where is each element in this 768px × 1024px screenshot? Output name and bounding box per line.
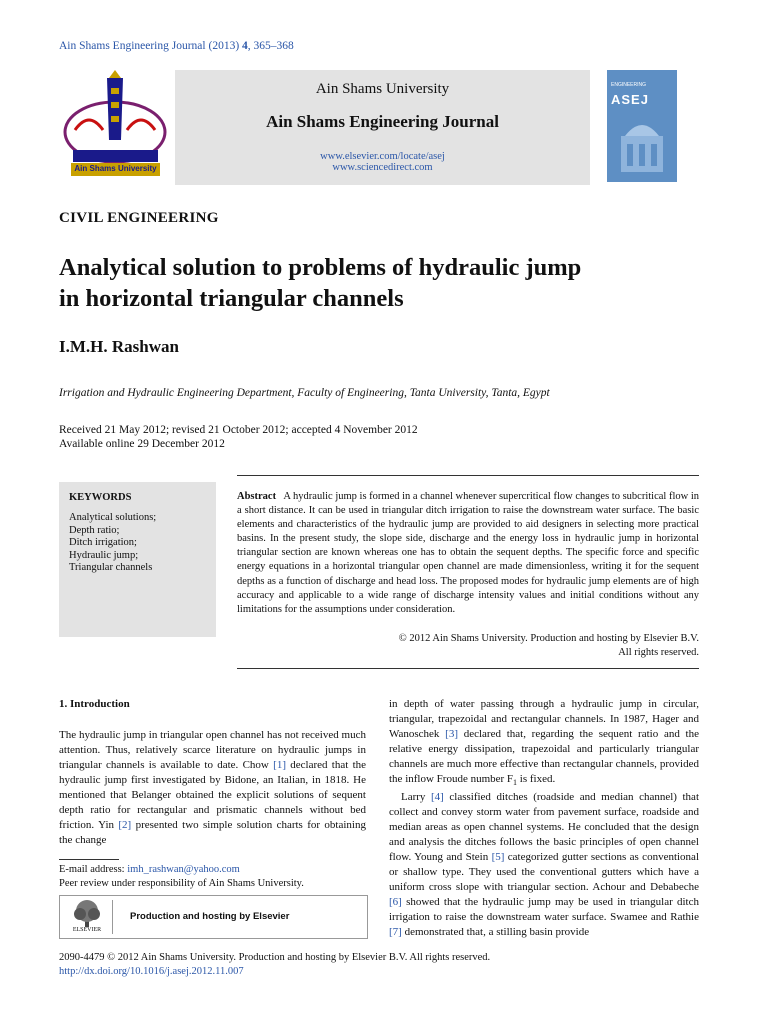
body-text: demonstrated that, a stilling basin provide <box>401 926 590 939</box>
footnote-rule <box>59 859 119 860</box>
body-text: categorized gutter sections as conventional or shallow type. They used the conventional gutters which have a uniform cross slope with triangular section. Achour and Debabeche <box>389 851 699 894</box>
doi-link[interactable]: http://dx.doi.org/10.1016/j.asej.2012.11.007 <box>59 966 244 977</box>
peer-review-note: Peer review under responsibility of Ain Shams University. <box>59 878 304 889</box>
journal-banner <box>175 70 590 185</box>
article-dates <box>59 423 418 451</box>
body-column-left <box>59 728 366 848</box>
reference-link[interactable]: [6] <box>389 896 402 909</box>
title-line-2: in horizontal triangular channels <box>59 285 404 312</box>
journal-url-elsevier[interactable]: www.elsevier.com/locate/asej <box>320 151 445 162</box>
cover-title: ENGINEERING <box>611 82 647 88</box>
email-label: E-mail address: <box>59 864 128 875</box>
abstract-body <box>237 490 699 617</box>
body-text: declared that, regarding the sequent ratio and the relative energy dissipation, trapezoidal and particularly triangular channels are much more effective than rectangular channels, provided the inflow Froude number F <box>389 728 699 785</box>
keyword-item: Analytical solutions; <box>69 512 157 523</box>
reference-link[interactable]: [3] <box>445 728 458 740</box>
elsevier-logo-text: ELSEVIER <box>72 927 102 933</box>
body-text: classified ditches (roadside and median channel) that collect and convey storm water from pavement surface, roadside and median areas as open channel systems. He concluded that the design and analysis the ditches follows the basic principles of open channel flow. Young and Stein <box>389 791 699 864</box>
email-line <box>59 864 240 875</box>
body-text: in depth of water passing through a hydraulic jump in circular, triangular, trapezoidal and rectangular channels. In 1987, Hager and Wanoschek <box>389 698 699 740</box>
keyword-item: Ditch irrigation; <box>69 537 137 548</box>
froude-subscript: 1 <box>513 778 518 788</box>
article-title <box>59 252 679 314</box>
university-logo <box>59 70 172 185</box>
abstract-label: Abstract <box>237 491 277 502</box>
elsevier-production-box <box>59 895 368 939</box>
logo-caption: Ain Shams University <box>74 164 157 173</box>
keywords-list <box>69 512 156 575</box>
body-text: is fixed. <box>517 773 556 785</box>
elsevier-logo <box>66 899 108 935</box>
reference-link[interactable]: [7] <box>389 926 402 939</box>
body-text: presented two simple solution charts for obtaining the change <box>59 819 366 846</box>
reference-link[interactable]: [5] <box>491 851 505 864</box>
email-link[interactable]: imh_rashwan@yahoo.com <box>127 864 240 875</box>
title-line-1: Analytical solution to problems of hydraulic jump <box>59 254 582 281</box>
abstract-copyright <box>237 632 699 660</box>
body-text: Larry <box>401 791 431 804</box>
journal-cover-thumbnail <box>607 70 677 182</box>
keywords-box <box>59 482 216 637</box>
abstract-text: A hydraulic jump is formed in a channel whenever supercritical flow changes to subcritical flow in a short distance. It can be used in triangular ditch irrigation to raise the downstream water surface. The basic elements and characteristics of the hydraulic jump are provided to aid designers in selecting more practical basins. In the present study, the slope side, discharge and the energy loss in hydraulic jump in horizontal triangular section are known whereas one has to obtain the sequent depths. The specific force and specific energy equations in a horizontal triangular open channel are made dimensionless, writing it for the sequent depths as a function of discharge and head loss. The proposed modes for hydraulic jump elements are of high accuracy and applicable to a wide range of discharge intensity values and initial conditions without any limitations for the assumptions under consideration. <box>237 491 700 615</box>
online-date: Available online 29 December 2012 <box>59 438 225 450</box>
reference-link[interactable]: [1] <box>273 759 286 771</box>
journal-citation[interactable] <box>59 40 294 52</box>
cover-brand: ASEJ <box>611 92 649 107</box>
abstract-copyright-line-1: © 2012 Ain Shams University. Production and hosting by Elsevier B.V. <box>398 633 699 644</box>
production-hosting-label: Production and hosting by Elsevier <box>130 911 290 922</box>
citation-year: (2013) <box>208 40 240 52</box>
cover-building-icon <box>615 112 669 174</box>
reference-link[interactable]: [4] <box>431 791 444 804</box>
reference-link[interactable]: [2] <box>118 819 132 831</box>
section-label: CIVIL ENGINEERING <box>59 210 219 226</box>
keyword-item: Triangular channels <box>69 562 153 573</box>
author-affiliation: Irrigation and Hydraulic Engineering Department, Faculty of Engineering, Tanta University, Tanta, Egypt <box>59 387 550 399</box>
paragraph <box>389 790 699 940</box>
keyword-item: Hydraulic jump; <box>69 549 139 561</box>
university-name: Ain Shams University <box>315 81 450 97</box>
keyword-item: Depth ratio; <box>69 524 120 536</box>
journal-header <box>59 70 709 185</box>
body-column-right <box>389 697 699 940</box>
abstract-bottom-rule <box>237 668 699 669</box>
author-name[interactable]: I.M.H. Rashwan <box>59 337 179 356</box>
issn-line: 2090-4479 © 2012 Ain Shams University. Production and hosting by Elsevier B.V. All rights reserved. <box>59 952 491 963</box>
elsevier-divider <box>112 900 113 934</box>
body-text: showed that the hydraulic jump may be used in triangular ditch irrigation to raise the downstream water surface. Swamee and Rathie <box>389 896 699 924</box>
keywords-heading: KEYWORDS <box>69 492 132 503</box>
abstract-copyright-line-2: All rights reserved. <box>618 647 699 658</box>
citation-volume: 4 <box>242 40 248 52</box>
journal-name: Ain Shams Engineering Journal <box>266 112 499 131</box>
journal-url-sciencedirect[interactable]: www.sciencedirect.com <box>332 162 433 173</box>
abstract-top-rule <box>237 475 699 476</box>
citation-journal: Ain Shams Engineering Journal <box>59 40 206 52</box>
citation-pages: , 365–368 <box>247 40 294 52</box>
introduction-heading: 1. Introduction <box>59 698 130 710</box>
body-text: declared that the hydraulic jump first investigated by Bidone, an Italian, in 1818. He mentioned that Belanger obtained the explicit solutions of sequent depth ratio for rectangular and prismatic channels without bed friction. Yin <box>59 759 367 831</box>
received-date: Received 21 May 2012; revised 21 October 2012; accepted 4 November 2012 <box>59 424 418 436</box>
body-text: The hydraulic jump in triangular open channel has not received much attention. Thus, relatively scarce literature on hydraulic jumps in triangular channels is available to date. Chow <box>59 729 366 771</box>
